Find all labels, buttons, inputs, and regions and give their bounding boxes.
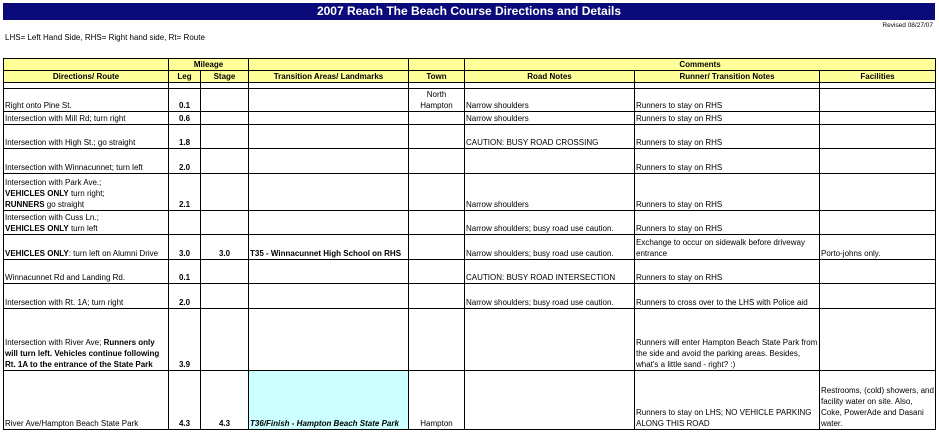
table-row bbox=[4, 112, 936, 125]
direction-text: Intersection with Park Ave.; bbox=[5, 178, 102, 187]
leg-cell: 2.1 bbox=[169, 174, 201, 211]
road-notes-cell bbox=[465, 149, 635, 174]
table-row bbox=[4, 235, 936, 260]
road-notes-cell: Narrow shoulders bbox=[465, 174, 635, 211]
facilities-cell bbox=[820, 89, 936, 112]
town-cell: North Hampton bbox=[409, 89, 465, 112]
header-directions: Directions/ Route bbox=[4, 71, 169, 83]
transition-cell bbox=[249, 309, 409, 371]
facilities-cell: Restrooms, (cold) showers, and facility water on site. Also, Coke, PowerAde and Dasani water. bbox=[820, 371, 936, 430]
facilities-cell bbox=[820, 112, 936, 125]
direction-cell: Intersection with Winnacunnet; turn left bbox=[4, 149, 169, 174]
town-cell: Hampton bbox=[409, 371, 465, 430]
town-cell bbox=[409, 112, 465, 125]
runner-notes-cell: Runners to stay on RHS bbox=[635, 211, 820, 235]
road-notes-cell: Narrow shoulders bbox=[465, 112, 635, 125]
leg-cell: 2.0 bbox=[169, 284, 201, 309]
direction-cell bbox=[4, 309, 169, 371]
header-stage: Stage bbox=[201, 71, 249, 83]
table-row bbox=[4, 371, 936, 430]
transition-cell bbox=[249, 125, 409, 149]
stage-cell bbox=[201, 174, 249, 211]
header-mileage: Mileage bbox=[169, 59, 249, 71]
transition-cell bbox=[249, 112, 409, 125]
header-town: Town bbox=[409, 71, 465, 83]
direction-cell: River Ave/Hampton Beach State Park bbox=[4, 371, 169, 430]
road-notes-cell: Narrow shoulders; busy road use caution. bbox=[465, 235, 635, 260]
vehicles-only-label: VEHICLES ONLY bbox=[5, 249, 69, 258]
leg-cell: 3.0 bbox=[169, 235, 201, 260]
direction-text: Intersection with River Ave; bbox=[5, 338, 104, 347]
runners-label: RUNNERS bbox=[5, 200, 45, 209]
town-cell bbox=[409, 174, 465, 211]
facilities-cell bbox=[820, 174, 936, 211]
town-cell bbox=[409, 211, 465, 235]
revised-date: Revised 08/27/07 bbox=[882, 22, 933, 29]
stage-cell bbox=[201, 149, 249, 174]
stage-cell bbox=[201, 309, 249, 371]
leg-cell: 4.3 bbox=[169, 371, 201, 430]
town-cell bbox=[409, 309, 465, 371]
direction-cell: Intersection with Mill Rd; turn right bbox=[4, 112, 169, 125]
direction-text: : turn left on Alumni Drive bbox=[68, 249, 159, 258]
header-road-notes: Road Notes bbox=[465, 71, 635, 83]
road-notes-cell: Narrow shoulders; busy road use caution. bbox=[465, 284, 635, 309]
leg-cell: 2.0 bbox=[169, 149, 201, 174]
vehicles-only-label: VEHICLES ONLY bbox=[5, 189, 69, 198]
runner-notes-cell: Runners to stay on RHS bbox=[635, 149, 820, 174]
header-row-top bbox=[4, 59, 936, 71]
facilities-cell: Porto-johns only. bbox=[820, 235, 936, 260]
runner-notes-cell: Runners to stay on RHS bbox=[635, 125, 820, 149]
leg-cell: 3.9 bbox=[169, 309, 201, 371]
runner-notes-cell: Runners to stay on LHS; NO VEHICLE PARKING ALONG THIS ROAD bbox=[635, 371, 820, 430]
facilities-cell bbox=[820, 125, 936, 149]
road-notes-cell bbox=[465, 371, 635, 430]
page-title: 2007 Reach The Beach Course Directions and Details bbox=[3, 3, 935, 20]
leg-cell: 0.1 bbox=[169, 260, 201, 284]
table-row bbox=[4, 260, 936, 284]
header-leg: Leg bbox=[169, 71, 201, 83]
course-directions-table bbox=[3, 58, 936, 430]
runner-notes-cell: Runners will enter Hampton Beach State Park from the side and avoid the parking areas. Besides, what's a little sand - right? :) bbox=[635, 309, 820, 371]
direction-text: Intersection with Cuss Ln.; bbox=[5, 213, 99, 222]
direction-text: turn left bbox=[68, 224, 98, 233]
table-row bbox=[4, 309, 936, 371]
stage-cell bbox=[201, 211, 249, 235]
town-cell bbox=[409, 235, 465, 260]
runner-notes-cell: Runners to stay on RHS bbox=[635, 112, 820, 125]
header-blank bbox=[249, 59, 409, 71]
transition-cell: T35 - Winnacunnet High School on RHS bbox=[249, 235, 409, 260]
road-notes-cell: CAUTION: BUSY ROAD CROSSING bbox=[465, 125, 635, 149]
runner-notes-cell: Runners to stay on RHS bbox=[635, 260, 820, 284]
stage-cell bbox=[201, 284, 249, 309]
table-row bbox=[4, 284, 936, 309]
facilities-cell bbox=[820, 260, 936, 284]
transition-cell bbox=[249, 260, 409, 284]
leg-cell bbox=[169, 211, 201, 235]
facilities-cell bbox=[820, 284, 936, 309]
stage-cell bbox=[201, 125, 249, 149]
direction-cell: Winnacunnet Rd and Landing Rd. bbox=[4, 260, 169, 284]
town-cell bbox=[409, 149, 465, 174]
table-row bbox=[4, 211, 936, 235]
table-row bbox=[4, 89, 936, 112]
table-row bbox=[4, 149, 936, 174]
leg-cell: 0.1 bbox=[169, 89, 201, 112]
facilities-cell bbox=[820, 149, 936, 174]
direction-cell bbox=[4, 235, 169, 260]
vehicles-only-label: VEHICLES ONLY bbox=[5, 224, 69, 233]
town-cell bbox=[409, 284, 465, 309]
direction-text: go straight bbox=[44, 200, 85, 209]
abbreviation-legend: LHS= Left Hand Side, RHS= Right hand side, Rt= Route bbox=[5, 33, 205, 42]
direction-text: turn right; bbox=[68, 189, 105, 198]
transition-cell bbox=[249, 284, 409, 309]
facilities-cell bbox=[820, 309, 936, 371]
transition-cell bbox=[249, 174, 409, 211]
town-cell bbox=[409, 260, 465, 284]
stage-cell bbox=[201, 260, 249, 284]
header-blank bbox=[4, 59, 169, 71]
finish-transition-cell: T36/Finish - Hampton Beach State Park bbox=[249, 371, 409, 430]
direction-cell: Right onto Pine St. bbox=[4, 89, 169, 112]
table-row bbox=[4, 125, 936, 149]
leg-cell: 1.8 bbox=[169, 125, 201, 149]
road-notes-cell bbox=[465, 309, 635, 371]
header-comments: Comments bbox=[465, 59, 936, 71]
stage-cell bbox=[201, 89, 249, 112]
road-notes-cell: CAUTION: BUSY ROAD INTERSECTION bbox=[465, 260, 635, 284]
town-cell bbox=[409, 125, 465, 149]
direction-cell bbox=[4, 174, 169, 211]
header-runner-notes: Runner/ Transition Notes bbox=[635, 71, 820, 83]
stage-cell: 3.0 bbox=[201, 235, 249, 260]
table-row bbox=[4, 174, 936, 211]
leg-cell: 0.6 bbox=[169, 112, 201, 125]
road-notes-cell: Narrow shoulders bbox=[465, 89, 635, 112]
runner-notes-cell: Runners to stay on RHS bbox=[635, 89, 820, 112]
header-row bbox=[4, 71, 936, 83]
runner-notes-cell: Runners to cross over to the LHS with Police aid bbox=[635, 284, 820, 309]
direction-cell: Intersection with Rt. 1A; turn right bbox=[4, 284, 169, 309]
transition-cell bbox=[249, 211, 409, 235]
runners-only-note: Runners only will turn left. Vehicles continue following Rt. 1A to the entrance of the State Park bbox=[5, 338, 160, 369]
header-transition: Transition Areas/ Landmarks bbox=[249, 71, 409, 83]
header-facilities: Facilities bbox=[820, 71, 936, 83]
header-blank bbox=[409, 59, 465, 71]
transition-cell bbox=[249, 149, 409, 174]
stage-cell bbox=[201, 112, 249, 125]
runner-notes-cell: Exchange to occur on sidewalk before driveway entrance bbox=[635, 235, 820, 260]
direction-cell: Intersection with High St.; go straight bbox=[4, 125, 169, 149]
runner-notes-cell: Runners to stay on RHS bbox=[635, 174, 820, 211]
road-notes-cell: Narrow shoulders; busy road use caution. bbox=[465, 211, 635, 235]
stage-cell: 4.3 bbox=[201, 371, 249, 430]
facilities-cell bbox=[820, 211, 936, 235]
transition-cell bbox=[249, 89, 409, 112]
direction-cell bbox=[4, 211, 169, 235]
